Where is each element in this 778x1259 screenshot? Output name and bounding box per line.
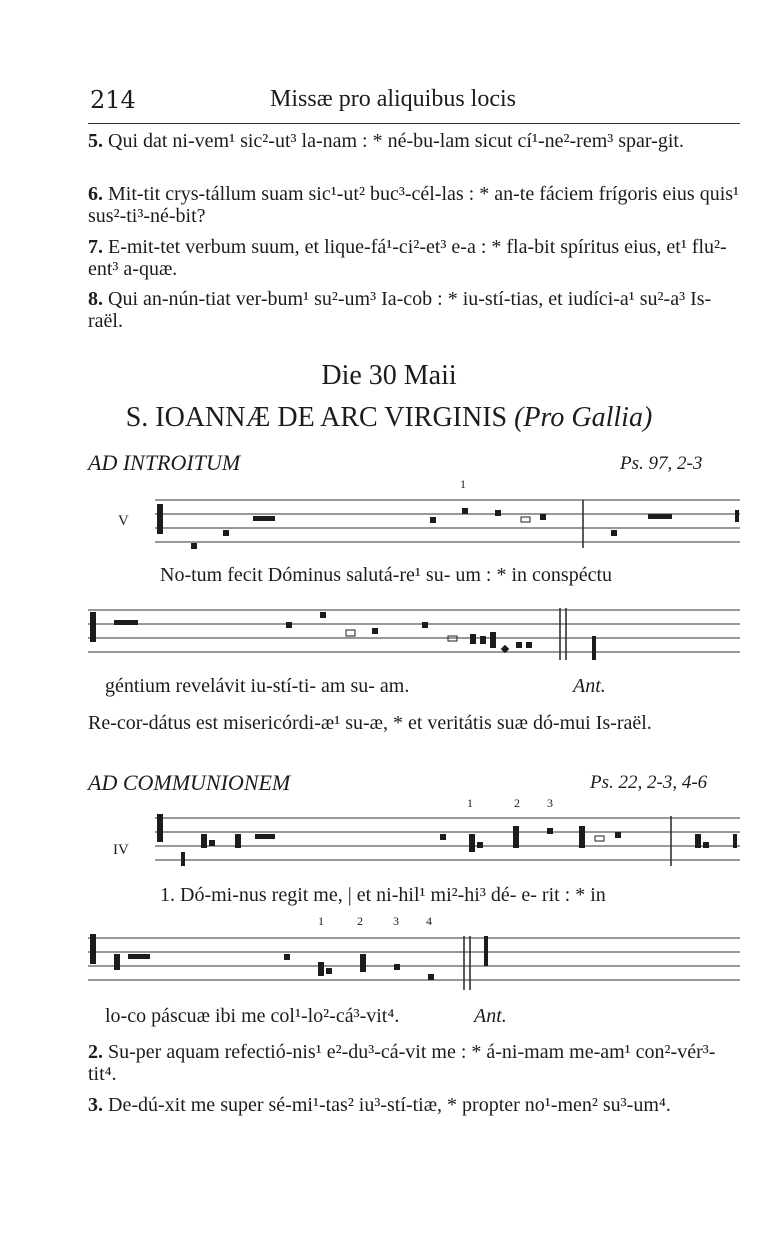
verse-number: 7.: [88, 236, 103, 258]
header-rule: [88, 123, 740, 124]
communion-marker-1: 1: [467, 796, 473, 810]
introit-mode: V: [118, 513, 129, 529]
verse-text: Mit-tit crys-tállum suam sic¹-ut² buc³-cél-las : * an-te fáciem frígoris eius quis¹ sus²-ti³-né-bit?: [88, 183, 740, 227]
introit-verse: Re-cor-dátus est misericórdi-æ¹ su-æ, * et veritátis suæ dó-mui Is-raël.: [88, 712, 652, 734]
verse-number: 6.: [88, 183, 103, 205]
verse-8: [88, 288, 740, 332]
verse-7: [88, 236, 740, 280]
communion-mode: IV: [113, 842, 129, 858]
communion-marker2-2: 2: [357, 914, 363, 928]
introit-psalm-ref: Ps. 97, 2-3: [620, 453, 703, 474]
verse-6: [88, 183, 740, 227]
feast-name: S. IOANNÆ DE ARC VIRGINIS: [125, 402, 508, 433]
verse-text: E-mit-tet verbum suum, et lique-fá¹-ci²-et³ e-a : * fla-bit spíritus eius, et¹ flu²-ent³ a-quæ.: [88, 236, 727, 280]
communion-marker-3: 3: [547, 796, 553, 810]
communion-verse-3: [88, 1094, 740, 1116]
introit-label: AD INTROITUM: [88, 450, 241, 475]
verse-5: [88, 130, 740, 152]
feast-title: [0, 402, 778, 434]
running-title: Missæ pro aliquibus locis: [270, 86, 517, 112]
introit-marker: 1: [460, 477, 466, 491]
communion-label: AD COMMUNIONEM: [88, 770, 291, 795]
communion-staff-1: [155, 812, 740, 868]
verse-number: 3.: [88, 1094, 103, 1116]
introit-lyric-2: géntium revelávit iu-stí-ti- am su- am.: [105, 675, 410, 697]
verse-text: De-dú-xit me super sé-mi¹-tas² iu³-stí-tiæ, * propter no¹-men² su³-um⁴.: [108, 1094, 671, 1116]
communion-marker2-1: 1: [318, 914, 324, 928]
introit-staff-1: [155, 496, 740, 552]
feast-region: (Pro Gallia): [514, 402, 653, 433]
verse-number: 2.: [88, 1041, 103, 1063]
communion-psalm-ref: Ps. 22, 2-3, 4-6: [590, 772, 708, 793]
page-number: 214: [90, 86, 136, 114]
communion-marker-2: 2: [514, 796, 520, 810]
verse-text: Qui dat ni-vem¹ sic²-ut³ la-nam : * né-bu-lam sicut cí¹-ne²-rem³ spar-git.: [108, 130, 684, 152]
communion-lyric-2: lo-co páscuæ ibi me col¹-lo²-cá³-vit⁴.: [105, 1005, 400, 1027]
verse-number: 8.: [88, 288, 103, 310]
communion-lyric-1: 1. Dó-mi-nus regit me, | et ni-hil¹ mi²-hi³ dé- e- rit : * in: [160, 884, 606, 906]
introit-ant: Ant.: [573, 675, 606, 697]
verse-number: 5.: [88, 130, 103, 152]
communion-verse-2: [88, 1041, 740, 1085]
verse-text: Su-per aquam refectió-nis¹ e²-du³-cá-vit me : * á-ni-mam me-am¹ con²-vér³-tit⁴.: [88, 1041, 716, 1085]
communion-marker2-4: 4: [426, 914, 432, 928]
communion-staff-2: [88, 932, 740, 992]
communion-marker2-3: 3: [393, 914, 399, 928]
verse-text: Qui an-nún-tiat ver-bum¹ su²-um³ Ia-cob : * iu-stí-tias, et iudíci-a¹ su²-a³ Is-raël.: [88, 288, 712, 332]
introit-staff-2: [88, 606, 740, 662]
communion-ant: Ant.: [474, 1005, 507, 1027]
feast-date: Die 30 Maii: [321, 360, 457, 391]
introit-lyric-1: No-tum fecit Dóminus salutá-re¹ su- um : * in conspéctu: [160, 564, 613, 586]
